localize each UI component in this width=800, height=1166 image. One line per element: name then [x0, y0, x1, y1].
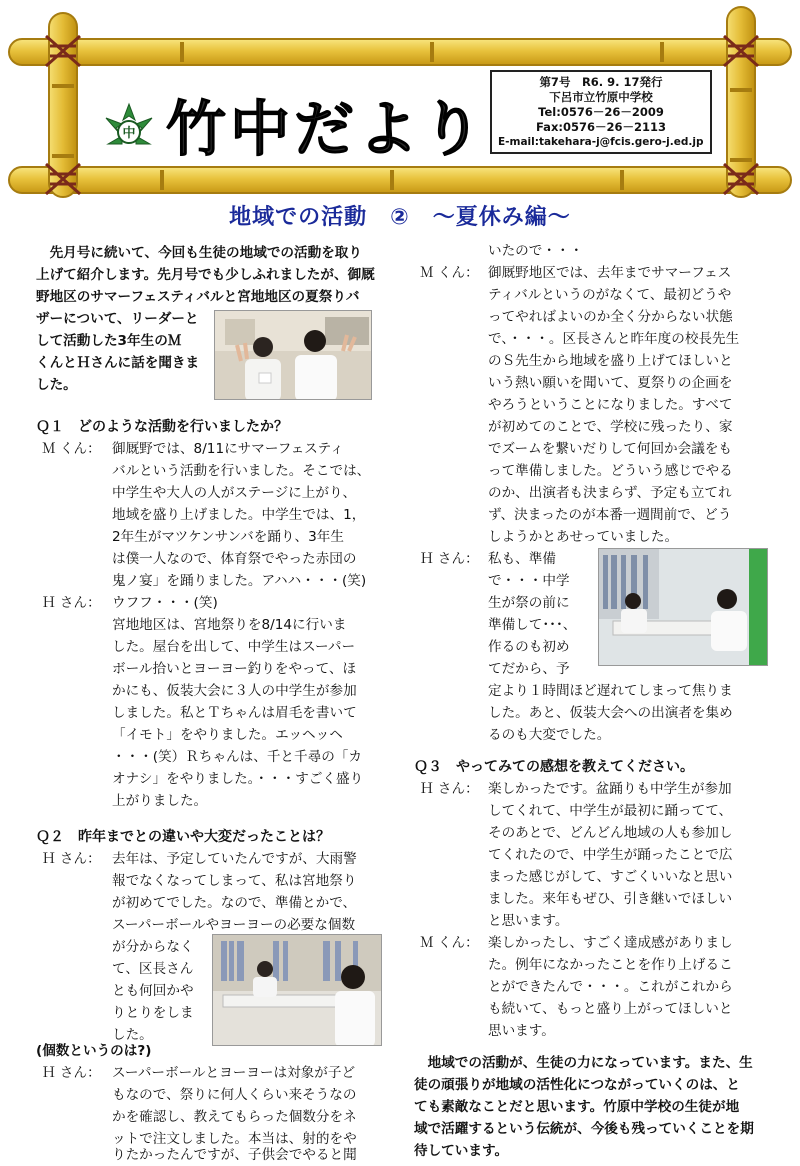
answer-line: スーパーボールとヨーヨーは対象が子ど: [112, 1065, 356, 1081]
answer-line: って準備しました。どういう感じでやる: [488, 463, 733, 479]
answer-line: のＳ先生から地域を盛り上げてほしいと: [488, 353, 733, 369]
rope-knot-icon: [718, 28, 764, 74]
answer-line: しようかとあせっていました。: [488, 529, 679, 545]
closing-line: 徒の頑張りが地域の活性化につながっていくのは、と: [414, 1077, 740, 1093]
intro-line: 野地区のサマーフェスティバルと宮地地区の夏祭りバ: [36, 289, 360, 305]
answer-line: が初めてでした。なので、準備とかで、: [112, 895, 357, 911]
answer-line: 去年は、予定していたんですが、大雨警: [112, 851, 357, 867]
closing-line: ても素敵なことだと思います。竹原中学校の生徒が地: [414, 1099, 740, 1115]
closing-line: 域で活躍するという伝統が、今後も残っていくことを期: [414, 1121, 754, 1137]
answer-line: 作るのも初め: [488, 639, 570, 655]
answer-line: 上がりました。: [112, 793, 208, 809]
rope-knot-icon: [40, 28, 86, 74]
closing-line: 待しています。: [414, 1143, 509, 1159]
answer-line: るのも大変でした。: [488, 727, 611, 743]
answer-line: いう熱い願いを聞いて、夏祭りの企画を: [488, 375, 733, 391]
answer-line: た。例年になかったことを作り上げるこ: [488, 957, 733, 973]
answer-line: まった感じがして、すごくいいなと思い: [488, 869, 733, 885]
answer-line: しました。私とＴちゃんは眉毛を書いて: [112, 705, 357, 721]
answer-line: 楽しかったし、すごく達成感がありまし: [488, 935, 733, 951]
school-name: 下呂市立竹原中学校: [549, 90, 653, 104]
answer-line: 宮地地区は、宮地祭りを8/14に行いま: [112, 617, 347, 633]
answer-line: も続いて、もっと盛り上がってほしいと: [488, 1001, 733, 1017]
answer-line: 地域を盛り上げました。中学生では、1，: [112, 507, 366, 523]
answer-line: 準備して･･･、: [488, 617, 577, 633]
article-headline: 地域での活動 ② ～夏休み編～: [229, 205, 571, 230]
intro-line: くんとＨさんに話を聞きま: [36, 355, 200, 371]
speaker-h-label: Ｈ さん：: [42, 851, 101, 867]
answer-line: オナシ」をやりました。・・・すごく盛り: [112, 771, 364, 787]
issue-info-box: [490, 70, 712, 154]
question-3-heading: Ｑ３ やってみての感想を教えてください。: [414, 759, 694, 775]
answer-line: ットで注文しました。本当は、射的をや: [112, 1131, 357, 1147]
email-address: E-mail:takehara-j@fcis.gero-j.ed.jp: [498, 136, 704, 148]
speaker-h-label: Ｈ さん：: [42, 595, 101, 611]
answer-line: は僕一人なので、体育祭でやった赤団の: [112, 551, 357, 567]
answer-line: ボール拾いとヨーヨー釣りをやって、ほ: [112, 661, 357, 677]
answer-line: て、区長さん: [112, 961, 194, 977]
interview-photo-library: [212, 934, 382, 1046]
answer-line: 中学生や大人の人がステージに上がり、: [112, 485, 357, 501]
newsletter-title: 竹中だより: [166, 95, 486, 165]
emblem-char: 中: [122, 126, 136, 141]
interview-photo-table: [598, 548, 768, 666]
intro-line: 先月号に続いて、今回も生徒の地域での活動を取り: [36, 245, 362, 261]
answer-line: スーパーボールやヨーヨーの必要な個数: [112, 917, 356, 933]
answer-line: 鬼ノ宴」を踊りました。アハハ・・・(笑): [112, 573, 367, 589]
sub-question: (個数というのは?): [36, 1043, 152, 1059]
answer-line: 「イモト」をやりました。エッヘッヘ: [112, 727, 343, 743]
tel-number: Tel:0576－26－2009: [538, 105, 664, 119]
answer-line: ウフフ・・・(笑): [112, 595, 218, 611]
students-photo: [214, 310, 372, 400]
answer-line: りたかったんですが、子供会でやると聞: [112, 1147, 357, 1163]
answer-line: てだから、予: [488, 661, 570, 677]
answer-line: かにも、仮装大会に３人の中学生が参加: [112, 683, 357, 699]
answer-line: で・・・中学: [488, 573, 570, 589]
answer-line: 思います。: [488, 1023, 555, 1039]
rope-knot-icon: [40, 156, 86, 202]
answer-line: とができたんで・・・。これがこれから: [488, 979, 733, 995]
speaker-h-label: Ｈ さん：: [420, 781, 479, 797]
answer-line: そのあとで、どんどん地域の人も参加し: [488, 825, 733, 841]
answer-line: 楽しかったです。盆踊りも中学生が参加: [488, 781, 732, 797]
bamboo-top-pole: [8, 38, 792, 66]
answer-line: 私も、準備: [488, 551, 556, 567]
answer-line: 御厩野地区では、去年までサマーフェス: [488, 265, 732, 281]
answer-line: ティバルというのがなくて、最初どうや: [488, 287, 732, 303]
closing-line: 地域での活動が、生徒の力になっています。また、生: [414, 1055, 753, 1071]
answer-line: ・・・(笑）Ｒちゃんは、千と千尋の「カ: [112, 749, 362, 765]
answer-line: 報でなくなってしまって、私は宮地祭り: [112, 873, 357, 889]
answer-line: してくれて、中学生が最初に踊ってて、: [488, 803, 733, 819]
answer-line: バルという活動を行いました。そこでは、: [112, 463, 371, 479]
answer-line: ず、決まったのが本番一週間前で、どう: [488, 507, 732, 523]
intro-line: 上げて紹介します。先月号でも少しふれましたが、御厩: [36, 267, 375, 283]
school-emblem-icon: [100, 100, 158, 158]
rope-knot-icon: [718, 156, 764, 202]
intro-line: して活動した3年生のＭ: [36, 333, 182, 349]
answer-line: 2年生がマツケンサンバを踊り、3年生: [112, 529, 344, 545]
intro-line: した。: [36, 377, 77, 393]
answer-line: した。あと、仮装大会への出演者を集め: [488, 705, 733, 721]
answer-line: いたので・・・: [488, 243, 584, 259]
answer-line: 定より１時間ほど遅れてしまって焦りま: [488, 683, 733, 699]
answer-line: やろうということになりました。すべて: [488, 397, 733, 413]
speaker-m-label: Ｍ くん：: [420, 265, 479, 281]
answer-line: で、・・・。区長さんと昨年度の校長先生: [488, 331, 740, 347]
answer-line: もなので、祭りに何人くらい来そうなの: [112, 1087, 357, 1103]
answer-line: りとりをしま: [112, 1005, 194, 1021]
answer-line: でズームを繋いだりして何回か会議をも: [488, 441, 733, 457]
answer-line: した。: [112, 1027, 153, 1043]
speaker-h-label: Ｈ さん：: [42, 1065, 101, 1081]
answer-line: と思います。: [488, 913, 569, 929]
bamboo-bottom-pole: [8, 166, 792, 194]
answer-line: 生が祭の前に: [488, 595, 570, 611]
speaker-h-label: Ｈ さん：: [420, 551, 479, 567]
answer-line: が分からなく: [112, 939, 194, 955]
intro-line: ザーについて、リーダーと: [36, 311, 199, 327]
question-1-heading: Ｑ１ どのような活動を行いましたか？: [36, 419, 288, 435]
answer-line: てくれたので、中学生が踊ったことで広: [488, 847, 733, 863]
issue-number: 第7号 R6. 9. 17発行: [539, 75, 663, 89]
speaker-m-label: Ｍ くん：: [420, 935, 479, 951]
answer-line: 御厩野では、8/11にサマーフェスティ: [112, 441, 344, 457]
fax-number: Fax:0576－26－2113: [536, 120, 666, 134]
answer-line: かを確認し、教えてもらった個数分をネ: [112, 1109, 357, 1125]
answer-line: とも何回かや: [112, 983, 194, 999]
question-2-heading: Ｑ２ 昨年までとの違いや大変だったことは？: [36, 829, 330, 845]
answer-line: が初めてのことで、学校に残ったり、家: [488, 419, 733, 435]
speaker-m-label: Ｍ くん：: [42, 441, 101, 457]
answer-line: のか、出演者も決まらず、予定も立てれ: [488, 485, 732, 501]
answer-line: ってやればよいのか全く分からない状態: [488, 309, 733, 325]
answer-line: ました。来年もぜひ、引き継いでほしい: [488, 891, 733, 907]
masthead: [0, 0, 800, 200]
answer-line: した。屋台を出して、中学生はスーパー: [112, 639, 356, 655]
